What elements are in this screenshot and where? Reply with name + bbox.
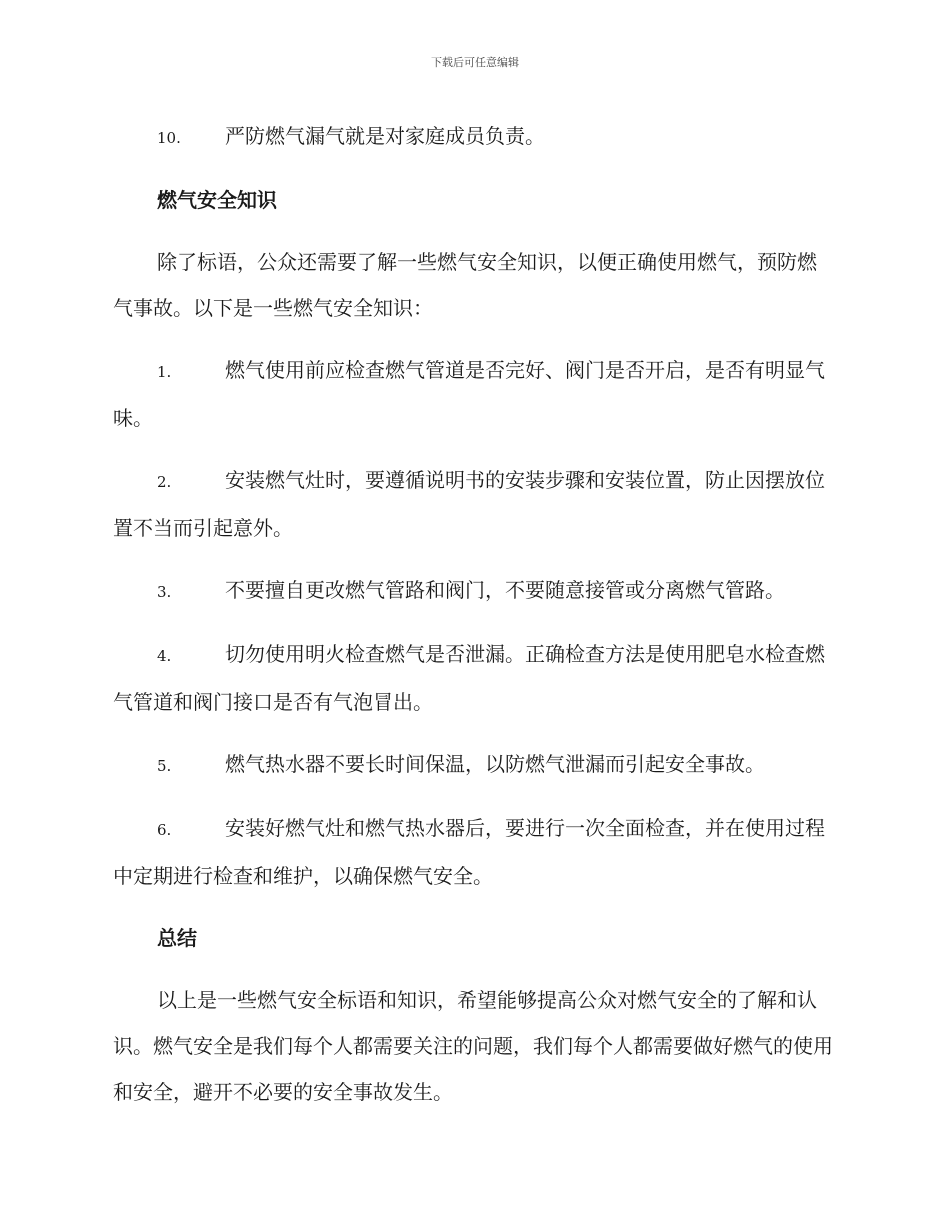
intro-paragraph: 除了标语，公众还需要了解一些燃气安全知识，以便正确使用燃气，预防燃气事故。以下是一些燃气安全知识： xyxy=(113,250,817,320)
list-item-text: 燃气热水器不要长时间保温，以防燃气泄漏而引起安全事故。 xyxy=(225,752,765,776)
list-item-number: 6. xyxy=(157,821,172,839)
list-item xyxy=(113,631,833,725)
list-item-text: 安装燃气灶时，要遵循说明书的安装步骤和安装位置，防止因摆放位置不当而引起意外。 xyxy=(113,468,825,540)
list-item-number: 10. xyxy=(157,129,181,147)
list-item-text: 不要擅自更改燃气管路和阀门，不要随意接管或分离燃气管路。 xyxy=(225,578,785,602)
list-item-number: 4. xyxy=(157,647,172,665)
list-item-text: 安装好燃气灶和燃气热水器后，要进行一次全面检查，并在使用过程中定期进行检查和维护，以确保燃气安全。 xyxy=(113,816,825,888)
list-item xyxy=(113,457,833,551)
list-item xyxy=(113,741,833,789)
list-item-number: 1. xyxy=(157,363,172,381)
list-item xyxy=(113,113,833,161)
list-item-number: 3. xyxy=(157,583,172,601)
summary-paragraph: 以上是一些燃气安全标语和知识，希望能够提高公众对燃气安全的了解和认识。燃气安全是我们每个人都需要关注的问题，我们每个人都需要做好燃气的使用和安全，避开不必要的安全事故发生。 xyxy=(113,988,833,1104)
list-item-text: 燃气使用前应检查燃气管道是否完好、阀门是否开启，是否有明显气味。 xyxy=(113,358,825,430)
header-note: 下载后可任意编辑 xyxy=(431,56,519,69)
list-item-text: 切勿使用明火检查燃气是否泄漏。正确检查方法是使用肥皂水检查燃气管道和阀门接口是否有气泡冒出。 xyxy=(113,642,825,714)
list-item xyxy=(113,347,833,441)
document-body xyxy=(113,113,833,1131)
list-item-text: 严防燃气漏气就是对家庭成员负责。 xyxy=(225,124,545,148)
section-heading: 燃气安全知识 xyxy=(157,188,277,212)
list-item xyxy=(113,567,833,615)
list-item-number: 5. xyxy=(157,757,172,775)
list-item xyxy=(113,805,833,899)
list-item-number: 2. xyxy=(157,473,172,491)
section-heading: 总结 xyxy=(157,926,197,950)
